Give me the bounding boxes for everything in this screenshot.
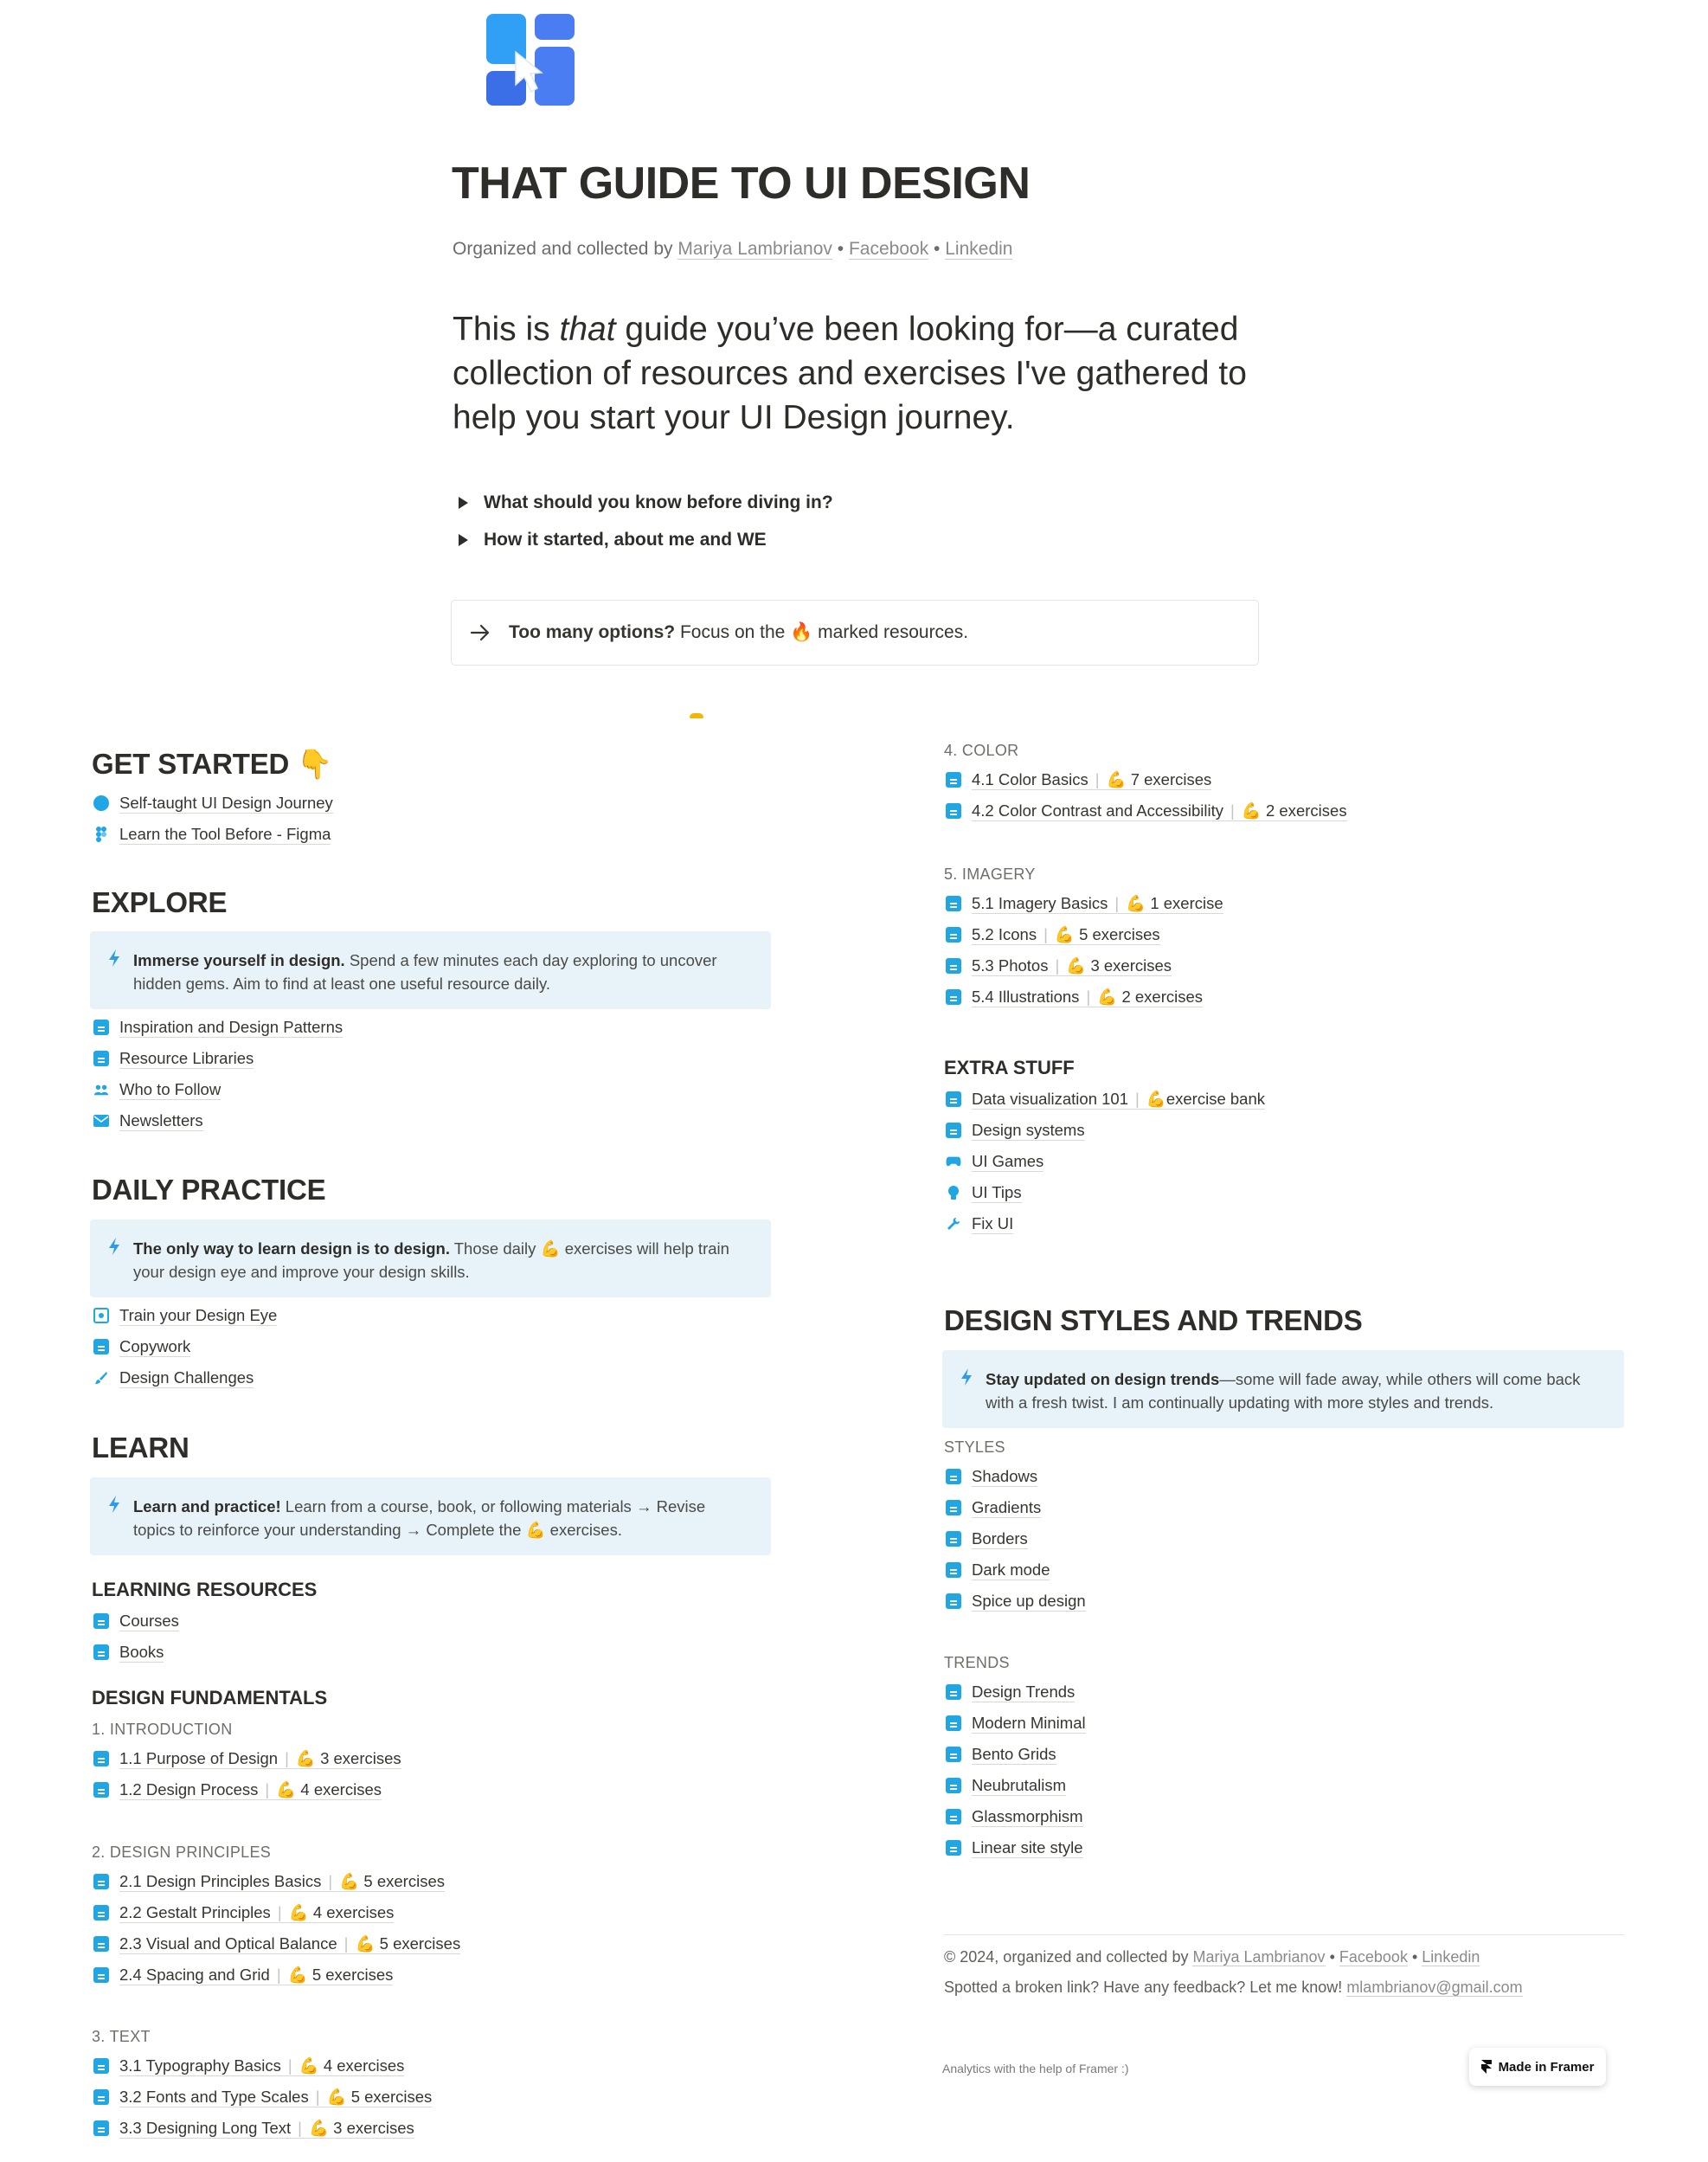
doc-icon [93, 1751, 109, 1766]
list-item-label: Books [119, 1642, 164, 1661]
list-item-label: Courses [119, 1611, 179, 1630]
list-item[interactable] [93, 1074, 221, 1105]
footer-credits [944, 1948, 1480, 1966]
list-item-label [972, 925, 1160, 945]
doc-icon [93, 1967, 109, 1983]
separator: | [298, 2118, 302, 2137]
section-label: 3. TEXT [92, 2028, 151, 2045]
doc-icon [946, 1531, 961, 1547]
list-item-label [119, 1780, 382, 1800]
list-item[interactable] [93, 2050, 432, 2082]
framer-badge-label: Made in Framer [1498, 2059, 1595, 2075]
intro-text-b: guide you’ve been looking for—a curated collection of resources and exercises I've gathered to help you start your UI Design journey. [453, 311, 1247, 436]
list-item-label: Linear site style [972, 1837, 1083, 1856]
section-label: 1. INTRODUCTION [92, 1721, 233, 1738]
doc-icon [946, 958, 961, 974]
list-item[interactable] [946, 795, 1347, 827]
callout-bold: Too many options? [509, 622, 676, 642]
list-item[interactable] [93, 1866, 460, 1897]
separator: | [1114, 893, 1120, 912]
muscle-icon: 💪 [288, 1902, 309, 1921]
list-item[interactable] [946, 1146, 1043, 1177]
learning-resources-heading: LEARNING RESOURCES [92, 1579, 318, 1600]
doc-icon [946, 803, 961, 819]
list-item[interactable] [946, 1084, 1265, 1115]
list-item-label [972, 956, 1172, 976]
list-item[interactable] [93, 1637, 164, 1668]
list-item[interactable] [946, 764, 1347, 795]
item-name: 2.2 Gestalt Principles [119, 1902, 271, 1921]
toggle-label: What should you know before diving in? [484, 492, 833, 512]
byline-prefix: Organized and collected by [453, 239, 673, 259]
facebook-link[interactable]: Facebook [848, 239, 929, 259]
list-item-label: Dark mode [972, 1560, 1050, 1579]
separator: | [1230, 801, 1235, 820]
muscle-icon: 💪 [1066, 956, 1087, 975]
list-item[interactable] [93, 1362, 254, 1393]
learn-heading: LEARN [92, 1432, 189, 1464]
separator: | [285, 1748, 289, 1767]
list-item[interactable] [93, 1605, 179, 1637]
doc-icon [946, 989, 961, 1005]
list-item[interactable] [93, 2113, 432, 2144]
list-item[interactable] [93, 1928, 460, 1959]
note-text-b: exercises will help train your design eye and improve your design skills. [133, 1239, 729, 1281]
brush-icon [93, 1370, 109, 1386]
fire-icon: 🔥 [790, 622, 813, 642]
list-item[interactable] [93, 1897, 460, 1928]
styles-trends-note [942, 1350, 1624, 1428]
list-item[interactable] [946, 1208, 1013, 1239]
inspiration-icon [93, 1020, 109, 1035]
intro-list [93, 1743, 401, 1805]
muscle-icon: 💪 [295, 1748, 316, 1767]
list-item-label: Neubrutalism [972, 1775, 1066, 1794]
list-item-label [119, 1872, 445, 1892]
item-exercises: 2 exercises [1266, 801, 1347, 820]
list-item-label [972, 1090, 1265, 1110]
muscle-icon: 💪 [540, 1239, 561, 1258]
list-item[interactable] [946, 1801, 1086, 1832]
intro-text-a: This is [453, 311, 560, 348]
doc-icon [93, 1905, 109, 1921]
item-name: 3.1 Typography Basics [119, 2056, 281, 2075]
footer-divider [944, 1934, 1624, 1935]
byline-dot: • [837, 239, 844, 259]
separator: | [277, 1902, 282, 1921]
note-text: —some will fade away, while others will come back with a fresh twist. I am continually updating with more styles and trends. [986, 1370, 1581, 1412]
separator: | [276, 1965, 281, 1984]
doc-icon [946, 1500, 961, 1515]
item-name: 2.4 Spacing and Grid [119, 1965, 270, 1984]
muscle-icon: 💪 [299, 2056, 319, 2075]
footer-feedback [944, 1979, 1523, 1997]
library-icon [93, 1051, 109, 1066]
footer-dot-2: • [1411, 1948, 1418, 1966]
list-item-label: Gradients [972, 1497, 1042, 1516]
item-name: 5.4 Illustrations [972, 987, 1080, 1006]
arrow-right-icon [469, 621, 491, 644]
list-item-label: Inspiration and Design Patterns [119, 1017, 344, 1036]
list-item[interactable] [946, 1739, 1086, 1770]
doc-icon [93, 1874, 109, 1889]
list-item[interactable] [946, 1586, 1086, 1617]
toggle-triangle-icon [459, 534, 468, 546]
chart-icon [946, 1091, 961, 1107]
explore-heading: EXPLORE [92, 886, 228, 918]
item-exercises: 3 exercises [1090, 956, 1172, 975]
item-exercises: 3 exercises [333, 2118, 414, 2137]
doc-icon [946, 896, 961, 911]
list-item[interactable] [93, 1012, 343, 1043]
decorative-mark [690, 713, 703, 718]
feedback-text: Spotted a broken link? Have any feedback? Let me know! [944, 1979, 1343, 1996]
separator: | [1055, 956, 1060, 975]
doc-icon [946, 927, 961, 943]
item-name: 4.1 Color Basics [972, 769, 1088, 788]
list-item[interactable] [946, 1770, 1086, 1801]
item-exercises: 2 exercises [1121, 987, 1204, 1006]
note-bold: Stay updated on design trends [986, 1370, 1220, 1388]
item-exercises: 5 exercises [1079, 924, 1160, 943]
list-item-label: Copywork [119, 1336, 191, 1355]
item-name: 2.3 Visual and Optical Balance [119, 1934, 337, 1953]
list-item-label [972, 801, 1347, 821]
doc-icon [946, 1562, 961, 1578]
get-started-heading [92, 748, 332, 782]
note-text-a: Those daily [449, 1239, 541, 1258]
list-item[interactable] [946, 1492, 1086, 1523]
byline [453, 239, 1012, 260]
list-item-label: UI Tips [972, 1182, 1022, 1201]
list-item-label [972, 894, 1223, 914]
email-link[interactable]: mlambrianov@gmail.com [1346, 1979, 1523, 1996]
muscle-icon: 💪 [1146, 1089, 1166, 1108]
section-label: STYLES [944, 1438, 1005, 1456]
doc-icon [93, 2120, 109, 2136]
note-bold: The only way to learn design is to design. [133, 1239, 450, 1258]
doc-icon [946, 1469, 961, 1484]
item-exercises: 1 exercise [1150, 893, 1223, 912]
list-item-label: Spice up design [972, 1591, 1086, 1610]
list-item[interactable] [946, 1676, 1086, 1708]
item-exercises: exercise bank [1165, 1089, 1266, 1108]
list-item-label [119, 1966, 393, 1985]
list-item-label [119, 1903, 394, 1923]
item-name: 1.1 Purpose of Design [119, 1748, 279, 1767]
item-name: Data visualization 101 [972, 1089, 1128, 1108]
muscle-icon: 💪 [287, 1965, 308, 1984]
muscle-icon: 💪 [525, 1521, 546, 1539]
list-item-label: Self-taught UI Design Journey [119, 793, 333, 812]
list-item[interactable] [93, 819, 331, 850]
made-in-framer-badge[interactable] [1469, 2048, 1606, 2086]
lightning-icon [107, 1495, 121, 1514]
muscle-icon: 💪 [355, 1934, 376, 1953]
focus-callout [451, 600, 1259, 666]
item-name: 5.3 Photos [972, 956, 1049, 975]
styles-list [946, 1461, 1086, 1617]
muscle-icon: 💪 [1054, 924, 1075, 943]
doc-icon [946, 1840, 961, 1856]
list-item-label [119, 1749, 401, 1769]
list-item-label: Glassmorphism [972, 1806, 1083, 1825]
list-item[interactable] [93, 2082, 432, 2113]
doc-icon [946, 772, 961, 788]
item-exercises: 5 exercises [363, 1871, 445, 1890]
eye-scan-icon [93, 1308, 109, 1323]
lightning-icon [960, 1367, 973, 1387]
note-text-b: exercises. [545, 1521, 622, 1539]
item-exercises: 5 exercises [311, 1965, 394, 1984]
list-item[interactable] [93, 1959, 460, 1991]
separator: | [1095, 769, 1100, 788]
toggle-before-diving[interactable] [459, 492, 833, 513]
linkedin-link[interactable]: Linkedin [945, 239, 1013, 259]
lightning-icon [107, 1237, 121, 1256]
list-item-label: Resource Libraries [119, 1048, 254, 1067]
list-item-label: Borders [972, 1528, 1028, 1548]
item-exercises: 5 exercises [379, 1934, 461, 1953]
list-item-label: Learn the Tool Before - Figma [119, 824, 331, 843]
note-text: Spend a few minutes each day exploring to uncover hidden gems. Aim to find at least one useful resource daily. [133, 951, 717, 993]
toggle-triangle-icon [459, 497, 468, 509]
site-logo [481, 10, 578, 113]
trends-list [946, 1676, 1086, 1863]
list-item-label [972, 770, 1211, 790]
list-item-label: Shadows [972, 1466, 1038, 1485]
item-exercises: 4 exercises [300, 1779, 382, 1798]
list-item[interactable] [93, 1743, 401, 1774]
list-item-label: Newsletters [119, 1110, 203, 1129]
list-item-label [119, 2056, 404, 2076]
item-name: 3.2 Fonts and Type Scales [119, 2087, 309, 2106]
doc-icon [93, 1936, 109, 1952]
muscle-icon: 💪 [1097, 987, 1118, 1006]
doc-icon [946, 1809, 961, 1824]
separator: | [1135, 1089, 1140, 1108]
list-item-label: Fix UI [972, 1213, 1014, 1232]
list-item[interactable] [946, 1115, 1085, 1146]
separator: | [1086, 987, 1091, 1006]
list-item[interactable] [946, 1177, 1022, 1208]
color-list [946, 764, 1347, 827]
list-item-label [972, 988, 1203, 1007]
get-started-title: GET STARTED [92, 748, 290, 780]
item-name: 5.1 Imagery Basics [972, 893, 1108, 912]
lightbulb-icon [946, 1185, 961, 1200]
item-exercises: 3 exercises [320, 1748, 401, 1767]
doc-icon [946, 1778, 961, 1793]
calendar-icon [93, 1613, 109, 1629]
learn-note [90, 1477, 771, 1555]
list-item-label: Bento Grids [972, 1744, 1056, 1763]
page-title: THAT GUIDE TO UI DESIGN [452, 158, 1031, 209]
list-item-label: Design Trends [972, 1682, 1076, 1701]
muscle-icon: 💪 [1241, 801, 1262, 820]
item-name: 3.3 Designing Long Text [119, 2118, 292, 2137]
separator: | [315, 2087, 320, 2106]
item-exercises: 4 exercises [323, 2056, 405, 2075]
list-item-label [119, 2088, 432, 2107]
item-name: 5.2 Icons [972, 924, 1037, 943]
list-item[interactable] [93, 788, 333, 819]
doc-icon [946, 1593, 961, 1609]
list-item[interactable] [946, 981, 1223, 1013]
design-fundamentals-heading: DESIGN FUNDAMENTALS [92, 1687, 328, 1708]
muscle-icon: 💪 [308, 2118, 330, 2137]
item-name: 2.1 Design Principles Basics [119, 1871, 322, 1890]
section-label: 2. DESIGN PRINCIPLES [92, 1843, 272, 1861]
item-exercises: 5 exercises [350, 2087, 433, 2106]
toggle-how-it-started[interactable] [459, 530, 767, 550]
list-item[interactable] [946, 1832, 1086, 1863]
author-link[interactable]: Mariya Lambrianov [677, 239, 832, 259]
doc-icon [946, 1684, 961, 1700]
item-name: 4.2 Color Contrast and Accessibility [972, 801, 1223, 820]
framer-icon [1481, 2060, 1492, 2074]
doc-icon [93, 1782, 109, 1798]
note-bold: Immerse yourself in design. [133, 951, 345, 969]
section-label: TRENDS [944, 1654, 1010, 1671]
separator: | [265, 1779, 270, 1798]
doc-icon [946, 1747, 961, 1762]
list-item[interactable] [93, 1105, 203, 1136]
daily-practice-heading: DAILY PRACTICE [92, 1174, 326, 1206]
item-exercises: 7 exercises [1130, 769, 1212, 788]
muscle-icon: 💪 [1126, 893, 1146, 912]
list-item[interactable] [93, 1043, 254, 1074]
note-text-a: Learn from a course, book, or following materials → Revise topics to reinforce your understanding → Complete the [133, 1497, 706, 1539]
intro-emphasis: that [559, 311, 616, 348]
footer-author-link[interactable]: Mariya Lambrianov [1192, 1948, 1326, 1966]
explore-note [90, 931, 771, 1009]
list-item-label: Design systems [972, 1120, 1085, 1139]
doc-icon [93, 2058, 109, 2074]
styles-trends-heading: DESIGN STYLES AND TRENDS [944, 1304, 1363, 1336]
separator: | [1043, 924, 1048, 943]
wrench-icon [946, 1216, 961, 1232]
list-item-label: Modern Minimal [972, 1713, 1086, 1732]
separator: | [287, 2056, 292, 2075]
list-item[interactable] [93, 1331, 190, 1362]
footer-linkedin-link[interactable]: Linkedin [1422, 1948, 1480, 1966]
doc-icon [946, 1715, 961, 1731]
extra-stuff-heading: EXTRA STUFF [944, 1057, 1075, 1078]
principles-list [93, 1866, 460, 1991]
callout-text-a: Focus on the [675, 622, 791, 642]
footer-facebook-link[interactable]: Facebook [1339, 1948, 1408, 1966]
separator: | [344, 1934, 349, 1953]
list-item-label: UI Games [972, 1151, 1044, 1170]
list-item-label [119, 1934, 460, 1954]
copyright-text: © 2024, organized and collected by [944, 1948, 1189, 1966]
note-bold: Learn and practice! [133, 1497, 281, 1515]
gamepad-icon [946, 1154, 961, 1169]
toggle-label: How it started, about me and WE [484, 530, 767, 550]
list-item[interactable] [946, 950, 1223, 981]
separator: | [328, 1871, 333, 1890]
item-exercises: 4 exercises [312, 1902, 395, 1921]
lightning-icon [107, 949, 121, 968]
copy-icon [93, 1339, 109, 1354]
list-item-label: Design Challenges [119, 1367, 254, 1387]
figma-icon [93, 827, 109, 842]
people-icon [93, 1082, 109, 1097]
list-item-label: Who to Follow [119, 1079, 222, 1098]
byline-dot-2: • [934, 239, 941, 259]
list-item[interactable] [946, 1554, 1086, 1586]
design-systems-icon [946, 1123, 961, 1138]
muscle-icon: 💪 [276, 1779, 297, 1798]
callout-text-b: marked resources. [812, 622, 969, 642]
intro-paragraph [453, 307, 1300, 440]
section-label: 4. COLOR [944, 742, 1019, 759]
doc-icon [93, 2089, 109, 2105]
shield-icon [93, 795, 109, 811]
book-icon [93, 1644, 109, 1660]
muscle-icon: 💪 [339, 1871, 360, 1890]
list-item-label [119, 2119, 414, 2139]
item-name: 1.2 Design Process [119, 1779, 259, 1798]
envelope-icon [93, 1113, 109, 1129]
imagery-list [946, 888, 1223, 1013]
analytics-note: Analytics with the help of Framer :) [942, 2062, 1129, 2075]
section-label: 5. IMAGERY [944, 865, 1036, 883]
muscle-icon: 💪 [1106, 769, 1127, 788]
muscle-icon: 💪 [326, 2087, 347, 2106]
daily-note [90, 1219, 771, 1297]
list-item[interactable] [946, 888, 1223, 919]
footer-dot: • [1329, 1948, 1335, 1966]
list-item[interactable] [946, 1708, 1086, 1739]
list-item[interactable] [93, 1774, 401, 1805]
list-item[interactable] [946, 919, 1223, 950]
list-item[interactable] [946, 1523, 1086, 1554]
list-item-label: Train your Design Eye [119, 1305, 278, 1324]
list-item[interactable] [93, 1300, 277, 1331]
list-item[interactable] [946, 1461, 1086, 1492]
text-list [93, 2050, 432, 2144]
pointing-down-icon: 👇 [297, 748, 333, 780]
